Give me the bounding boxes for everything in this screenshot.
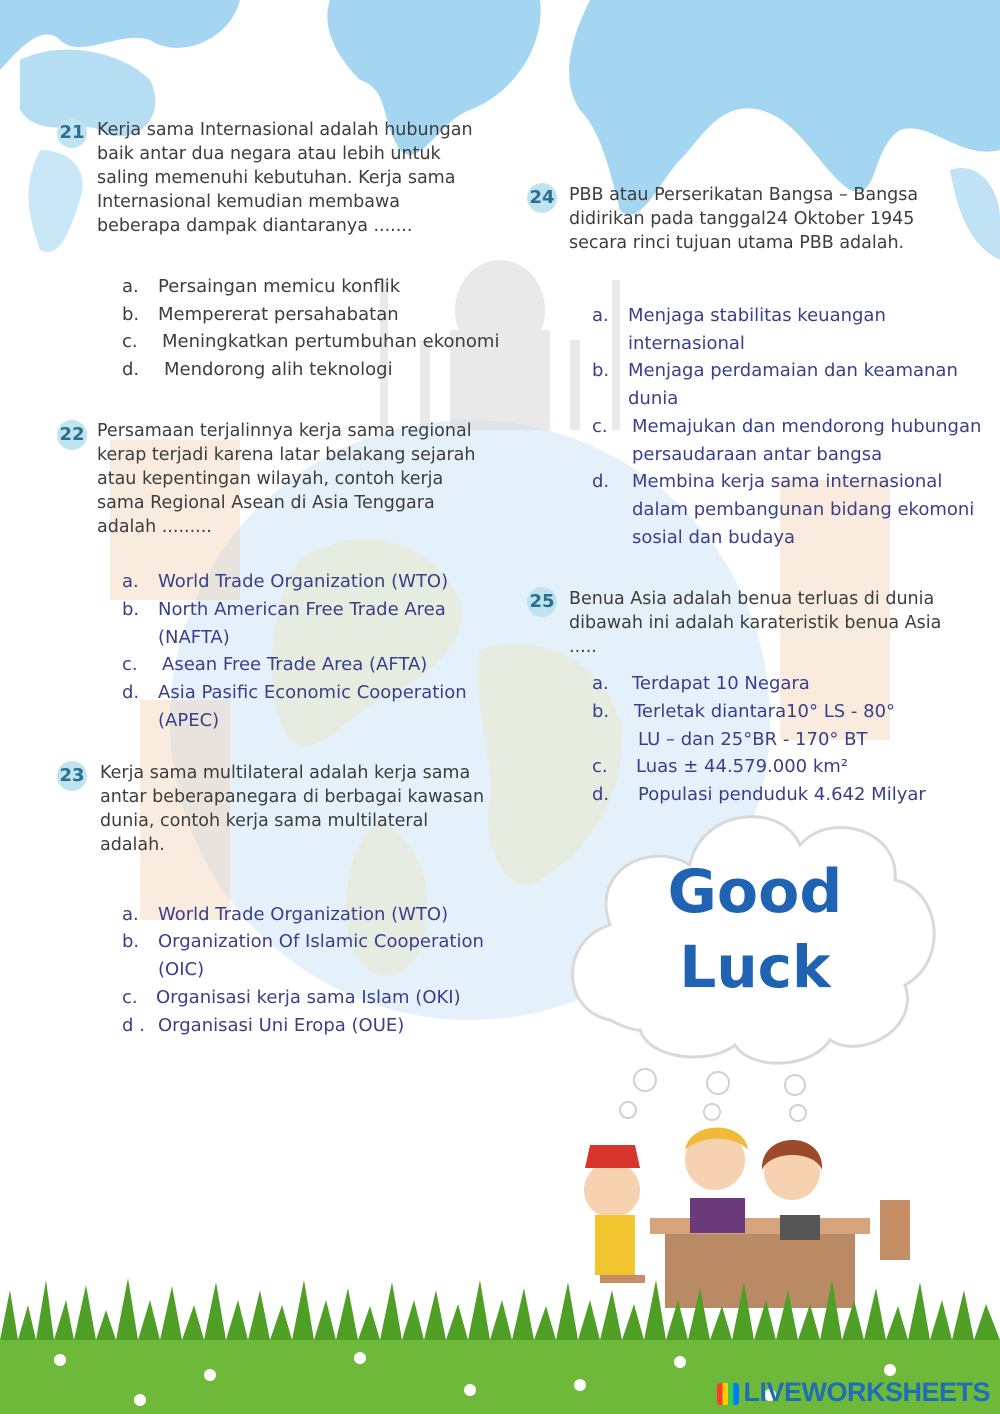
option-b[interactable]: b. Terletak diantara10° LS - 80° LU – dan 25°BR - 170° BT xyxy=(592,701,896,750)
option-b[interactable]: b. Mempererat persahabatan xyxy=(122,304,399,325)
option-a[interactable]: a. Terdapat 10 Negara xyxy=(592,673,810,694)
option-c[interactable]: c. Organisasi kerja sama Islam (OKI) xyxy=(122,987,461,1008)
option-d[interactable]: d. Membina kerja sama internasional dalam pembangunan bidang ekomoni sosial dan budaya xyxy=(592,471,975,548)
option-a[interactable]: a. World Trade Organization (WTO) xyxy=(122,904,449,925)
question-number: 25 xyxy=(527,587,557,617)
option-c[interactable]: c. Asean Free Trade Area (AFTA) xyxy=(122,654,428,675)
option-c[interactable]: c. Memajukan dan mendorong hubungan persaudaraan antar bangsa xyxy=(592,416,982,465)
option-d[interactable]: d. Populasi penduduk 4.642 Milyar xyxy=(592,784,926,805)
question-number: 22 xyxy=(57,420,87,450)
question-text: Benua Asia adalah benua terluas di dunia dibawah ini adalah karateristik benua Asia ..... xyxy=(569,589,942,657)
option-b[interactable]: b. Menjaga perdamaian dan keamanan dunia xyxy=(592,360,958,409)
question-number: 23 xyxy=(57,761,87,791)
option-a[interactable]: a. World Trade Organization (WTO) xyxy=(122,571,449,592)
liveworksheets-logo[interactable]: LIVEWORKSHEETS xyxy=(717,1377,990,1408)
option-c[interactable]: c. Meningkatkan pertumbuhan ekonomi xyxy=(122,331,500,352)
question-number: 21 xyxy=(57,118,87,148)
good-text: Good xyxy=(667,857,843,927)
question-text: Kerja sama Internasional adalah hubungan baik antar dua negara atau lebih untuk saling memenuhi kebutuhan. Kerja sama Internasional kemudian membawa beberapa dampak diantaranya ....... xyxy=(97,120,473,236)
option-b[interactable]: b. North American Free Trade Area (NAFTA) xyxy=(122,599,446,648)
question-number: 24 xyxy=(527,183,557,213)
option-c[interactable]: c. Luas ± 44.579.000 km² xyxy=(592,756,849,777)
question-text: Kerja sama multilateral adalah kerja sama antar beberapanegara di berbagai kawasan dunia, contoh kerja sama multilateral adalah. xyxy=(100,763,485,855)
option-d[interactable]: d . Organisasi Uni Eropa (OUE) xyxy=(122,1015,405,1036)
liveworksheets-icon xyxy=(717,1383,739,1405)
kids-illustration xyxy=(584,1128,910,1309)
question-text: Persamaan terjalinnya kerja sama regional kerap terjadi karena latar belakang sejarah atau kepentingan wilayah, contoh kerja sama Regional Asean di Asia Tenggara adalah ......... xyxy=(97,421,476,537)
question-text: PBB atau Perserikatan Bangsa – Bangsa didirikan pada tanggal24 Oktober 1945 secara rinci tujuan utama PBB adalah. xyxy=(569,185,919,253)
luck-text: Luck xyxy=(679,933,831,1001)
option-d[interactable]: d. Asia Pasific Economic Cooperation (APEC) xyxy=(122,682,467,731)
option-b[interactable]: b. Organization Of Islamic Cooperation (OIC) xyxy=(122,931,484,980)
option-a[interactable]: a. Menjaga stabilitas keuangan internasional xyxy=(592,305,886,354)
option-a[interactable]: a. Persaingan memicu konflik xyxy=(122,276,401,297)
option-d[interactable]: d. Mendorong alih teknologi xyxy=(122,359,393,380)
